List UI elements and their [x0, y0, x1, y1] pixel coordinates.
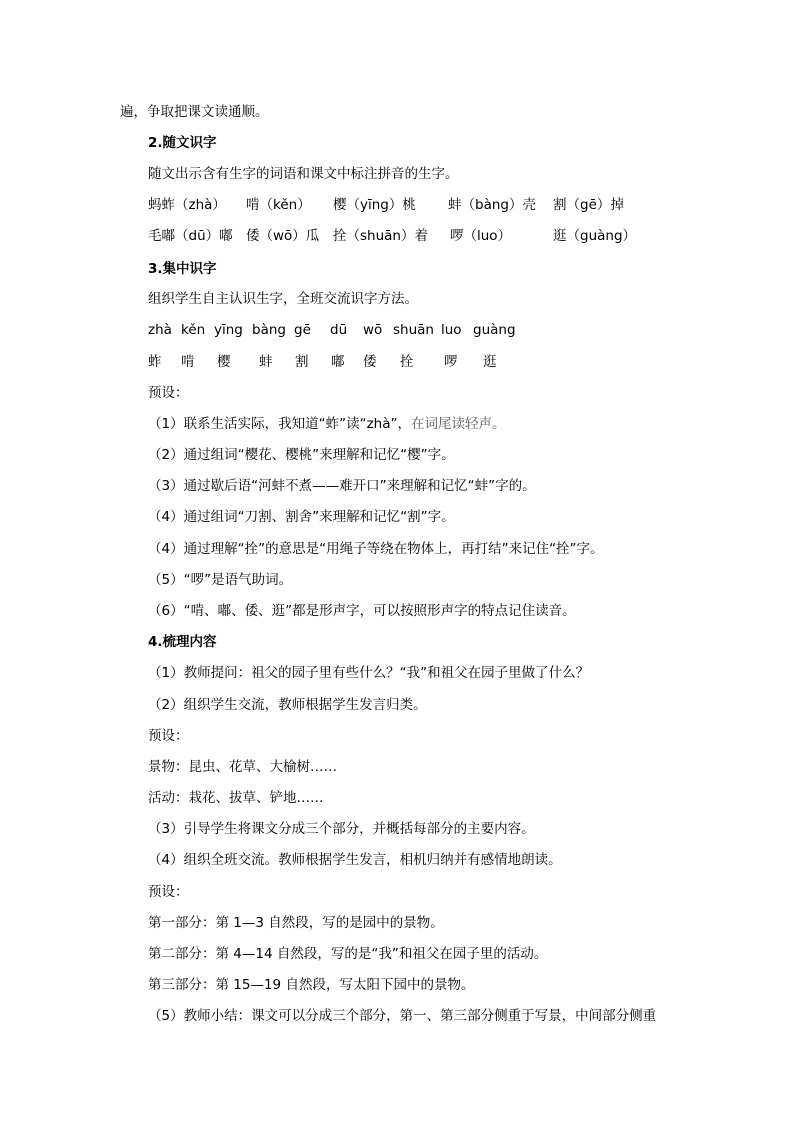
- vocab-item: 蚂蚱（zhà）: [148, 197, 226, 213]
- numbered-line: （3）通过歇后语“河蚌不煮——难开口”来理解和记忆“蚌”字的。: [148, 478, 536, 494]
- pinyin-item: yīng: [214, 322, 243, 338]
- character-item: 割: [295, 354, 309, 370]
- numbered-line: [148, 415, 505, 433]
- numbered-line: （3）引导学生将课文分成三个部分，并概括每部分的主要内容。: [148, 821, 535, 837]
- text-line: 遍，争取把课文读通顺。: [120, 104, 269, 120]
- character-item: 嘟: [331, 354, 345, 370]
- character-item: 樱: [217, 354, 231, 370]
- text-line: 第三部分：第 15—19 自然段，写太阳下园中的景物。: [148, 977, 475, 993]
- pinyin-item: kěn: [181, 322, 206, 338]
- text-line: 预设：: [148, 385, 189, 401]
- text-line: 景物：昆虫、花草、大榆树……: [148, 759, 337, 775]
- vocab-item: 倭（wō）瓜: [246, 228, 320, 244]
- pinyin-item: wō: [363, 322, 383, 338]
- section-heading: 3.集中识字: [148, 261, 217, 277]
- text-line: 活动：栽花、拔草、铲地……: [148, 790, 324, 806]
- numbered-line: （4）组织全班交流。教师根据学生发言，相机归纳并有感情地朗读。: [148, 852, 562, 868]
- character-item: 拴: [400, 354, 414, 370]
- character-item: 倭: [363, 354, 377, 370]
- numbered-line: （5）教师小结：课文可以分成三个部分，第一、第三部分侧重于写景，中间部分侧重: [148, 1008, 657, 1024]
- numbered-line: （4）通过理解“拴”的意思是“用绳子等绕在物体上，再打结”来记住“拴”字。: [148, 541, 604, 557]
- character-item: 蚱: [148, 354, 162, 370]
- text-line: 预设：: [148, 884, 189, 900]
- numbered-line: （2）组织学生交流，教师根据学生发言归类。: [148, 697, 427, 713]
- pinyin-item: zhà: [148, 322, 172, 338]
- pinyin-item: bàng: [252, 322, 286, 338]
- text-line: 组织学生自主认识生字，全班交流识字方法。: [148, 291, 418, 307]
- pinyin-item: shuān: [393, 322, 434, 338]
- text-line: 预设：: [148, 728, 189, 744]
- vocab-item: 啃（kěn）: [246, 197, 311, 213]
- numbered-line: （1）教师提问：祖父的园子里有些什么？“我”和祖父在园子里做了什么？: [148, 665, 590, 681]
- text-line: 随文出示含有生字的词语和课文中标注拼音的生字。: [148, 166, 459, 182]
- character-item: 啃: [181, 354, 195, 370]
- vocab-item: 啰（luo）: [450, 228, 512, 244]
- section-heading: 4.梳理内容: [148, 634, 217, 650]
- numbered-line-text: （1）联系生活实际，我知道“蚱”读“zhà”，: [148, 416, 411, 432]
- vocab-item: 毛嘟（dū）嘟: [148, 228, 233, 244]
- section-heading: 2.随文识字: [148, 135, 217, 151]
- vocab-item: 蚌（bàng）壳: [448, 197, 536, 213]
- character-item: 啰: [444, 354, 458, 370]
- numbered-line: （5）“啰”是语气助词。: [148, 572, 293, 588]
- pinyin-item: dū: [330, 322, 348, 338]
- text-line: 第二部分：第 4—14 自然段，写的是“我”和祖父在园子里的活动。: [148, 946, 548, 962]
- numbered-line-note: 在词尾读轻声。: [410, 416, 506, 432]
- pinyin-item: luo: [441, 322, 462, 338]
- numbered-line: （6）“啃、嘟、倭、逛”都是形声字，可以按照形声字的特点记住读音。: [148, 603, 576, 619]
- pinyin-item: gē: [294, 322, 311, 338]
- character-item: 逛: [483, 354, 497, 370]
- vocab-item: 割（gē）掉: [553, 197, 624, 213]
- vocab-item: 拴（shuān）着: [333, 228, 428, 244]
- numbered-line: （2）通过组词“樱花、樱桃”来理解和记忆“樱”字。: [148, 447, 455, 463]
- pinyin-item: guàng: [473, 322, 516, 338]
- text-line: 第一部分：第 1—3 自然段，写的是园中的景物。: [148, 915, 444, 931]
- vocab-item: 樱（yīng）桃: [333, 197, 416, 213]
- vocab-item: 逛（guàng）: [553, 228, 637, 244]
- character-item: 蚌: [259, 354, 273, 370]
- numbered-line: （4）通过组词“刀割、割舍”来理解和记忆“割”字。: [148, 509, 455, 525]
